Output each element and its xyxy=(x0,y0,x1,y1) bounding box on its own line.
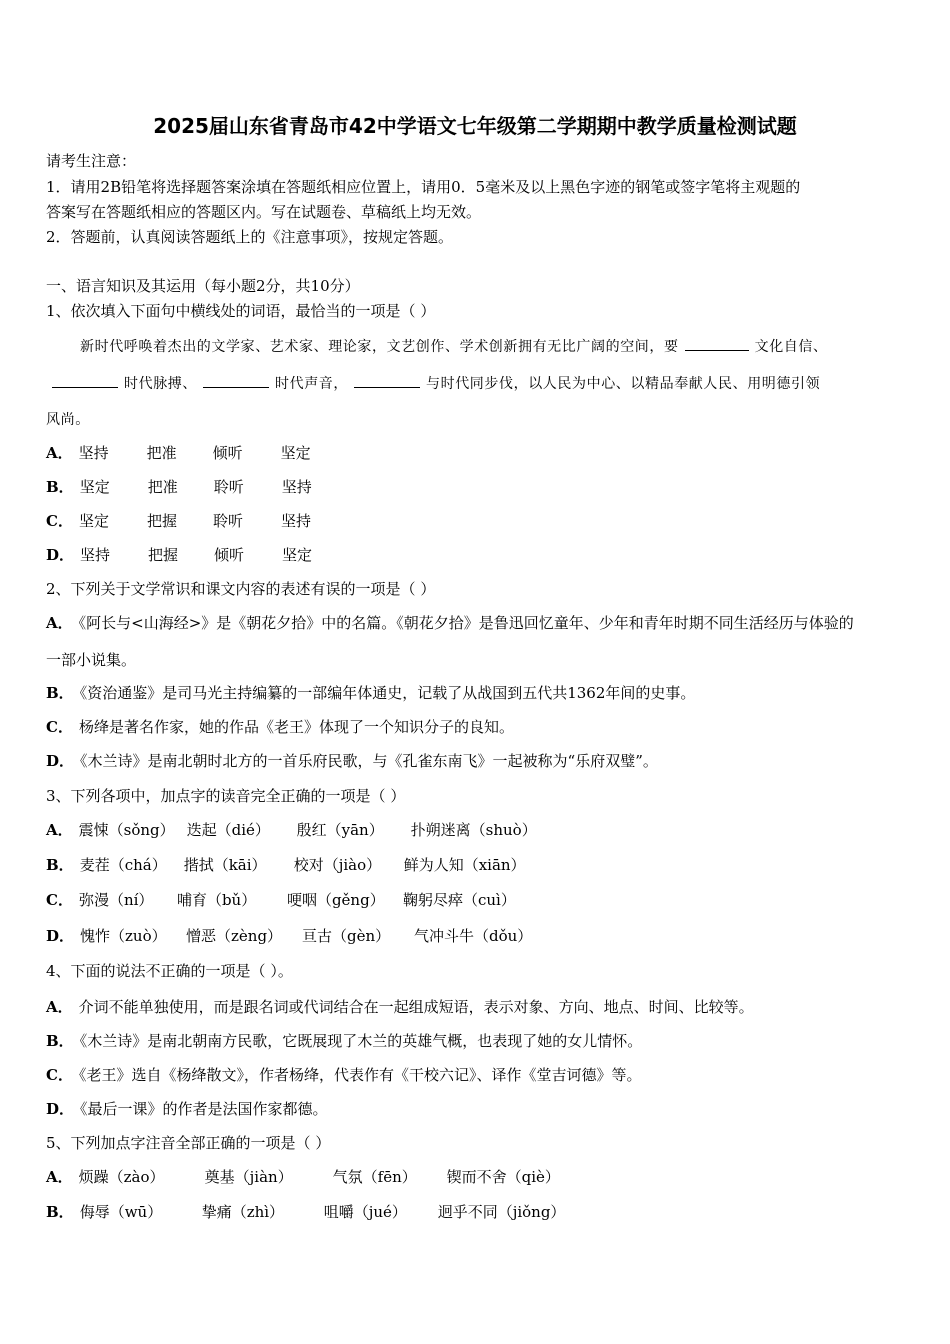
q3-option-c[interactable] xyxy=(46,890,516,910)
notice-line-1: 1．请用2B铅笔将选择题答案涂填在答题纸相应位置上，请用0．5毫米及以上黑色字迹的钢笔或签字笔将主观题的 xyxy=(46,178,801,196)
page-title: 2025届山东省青岛市42中学语文七年级第二学期期中教学质量检测试题 xyxy=(153,114,797,138)
q2-option-c[interactable] xyxy=(46,717,514,737)
section-heading: 一、语言知识及其运用（每小题2分，共10分） xyxy=(46,277,360,295)
q4-option-c[interactable] xyxy=(46,1065,641,1085)
option-word: 憎恶（zèng） xyxy=(186,927,283,945)
option-text: 《最后一课》的作者是法国作家都德。 xyxy=(80,1100,328,1118)
option-text: 杨绛是著名作家，她的作品《老王》体现了一个知识分子的良知。 xyxy=(78,718,514,736)
option-word: 烦躁（zào） xyxy=(78,1168,165,1186)
option-word: 扑朔迷离（shuò） xyxy=(410,821,537,839)
q4-option-a[interactable] xyxy=(46,997,754,1017)
q1-passage-text-2c: 与时代同步伐，以人民为中心、以精品奉献人民、用明德引领 xyxy=(426,376,821,392)
option-text: 《老王》选自《杨绛散文》，作者杨绛，代表作有《干校六记》、译作《堂吉诃德》等。 xyxy=(78,1066,642,1084)
option-word: 坚定 xyxy=(79,478,110,496)
option-word: 气冲斗牛（dǒu） xyxy=(414,927,533,945)
option-word: 坚持 xyxy=(78,444,109,462)
option-word: 揩拭（kāi） xyxy=(183,856,267,874)
option-word: 校对（jiào） xyxy=(293,856,382,874)
option-word: 哽咽（gěng） xyxy=(286,891,385,909)
option-label: A． xyxy=(46,444,73,462)
option-word: 迥乎不同（jiǒng） xyxy=(437,1203,566,1221)
blank-2 xyxy=(52,373,118,388)
q3-option-d[interactable] xyxy=(46,926,532,946)
option-text: 《阿长与<山海经>》是《朝花夕拾》中的名篇。《朝花夕拾》是鲁迅回忆童年、少年和青年时期不同生活经历与体验的 xyxy=(78,614,854,632)
option-word: 把准 xyxy=(147,478,178,496)
option-label: D． xyxy=(46,546,75,564)
q4-option-b[interactable] xyxy=(46,1031,642,1051)
q1-option-c[interactable] xyxy=(46,511,311,531)
option-text: 《木兰诗》是南北朝时北方的一首乐府民歌，与《孔雀东南飞》一起被称为“乐府双璧”。 xyxy=(80,752,658,770)
option-text: 《资治通鉴》是司马光主持编纂的一部编年体通史，记载了从战国到五代共1362年间的史事。 xyxy=(79,684,696,702)
blank-4 xyxy=(354,373,420,388)
option-word: 坚持 xyxy=(281,478,312,496)
q1-option-a[interactable] xyxy=(46,443,311,463)
option-word: 气氛（fēn） xyxy=(332,1168,417,1186)
option-word: 坚定 xyxy=(282,546,313,564)
option-label: D． xyxy=(46,752,75,770)
option-word: 倾听 xyxy=(214,546,245,564)
option-word: 侮辱（wū） xyxy=(79,1203,163,1221)
option-word: 坚持 xyxy=(280,512,311,530)
option-word: 鲜为人知（xiān） xyxy=(403,856,526,874)
blank-3 xyxy=(203,373,269,388)
q1-stem: 1、依次填入下面句中横线处的词语，最恰当的一项是（ ） xyxy=(46,302,436,320)
option-word: 锲而不舍（qiè） xyxy=(446,1168,560,1186)
q1-passage-text-2a: 时代脉搏、 xyxy=(124,376,197,392)
option-word: 聆听 xyxy=(212,512,243,530)
option-label: D． xyxy=(46,1100,75,1118)
q3-option-b[interactable] xyxy=(46,855,526,875)
option-label: B． xyxy=(46,1203,74,1221)
q2-option-b[interactable] xyxy=(46,683,695,703)
q2-option-d[interactable] xyxy=(46,751,658,771)
option-text: 介词不能单独使用，而是跟名词或代词结合在一起组成短语，表示对象、方向、地点、时间、比较等。 xyxy=(78,998,754,1016)
q3-stem: 3、下列各项中，加点字的读音完全正确的一项是（ ） xyxy=(46,787,406,805)
q1-passage-text-1-end: 文化自信、 xyxy=(754,339,828,355)
q2-stem: 2、下列关于文学常识和课文内容的表述有误的一项是（ ） xyxy=(46,580,436,598)
q1-option-d[interactable] xyxy=(46,545,312,565)
option-label: A． xyxy=(46,1168,73,1186)
option-word: 咀嚼（jué） xyxy=(323,1203,407,1221)
option-word: 坚定 xyxy=(280,444,311,462)
option-word: 殷红（yān） xyxy=(296,821,384,839)
option-label: A． xyxy=(46,821,73,839)
option-label: B． xyxy=(46,856,74,874)
option-word: 挚痛（zhì） xyxy=(201,1203,285,1221)
option-word: 把握 xyxy=(148,546,179,564)
option-label: C． xyxy=(46,512,73,530)
option-word: 弥漫（ní） xyxy=(78,891,154,909)
option-label: C． xyxy=(46,891,73,909)
notice-line-1b: 答案写在答题纸相应的答题区内。写在试题卷、草稿纸上均无效。 xyxy=(46,203,482,221)
option-label: C． xyxy=(46,1066,73,1084)
q2-option-a-cont: 一部小说集。 xyxy=(46,651,137,669)
q5-option-b[interactable] xyxy=(46,1202,565,1222)
q5-option-a[interactable] xyxy=(46,1167,560,1187)
option-word: 坚持 xyxy=(80,546,111,564)
option-word: 倾听 xyxy=(212,444,243,462)
option-word: 坚定 xyxy=(78,512,109,530)
option-word: 奠基（jiàn） xyxy=(204,1168,293,1186)
option-word: 聆听 xyxy=(213,478,244,496)
q4-option-d[interactable] xyxy=(46,1099,328,1119)
q1-passage-text-1: 新时代呼唤着杰出的文学家、艺术家、理论家，文艺创作、学术创新拥有无比广阔的空间，要 xyxy=(80,339,679,355)
q2-option-a[interactable] xyxy=(46,613,854,633)
option-word: 鞠躬尽瘁（cuì） xyxy=(402,891,516,909)
q1-option-b[interactable] xyxy=(46,477,312,497)
option-text: 《木兰诗》是南北朝南方民歌，它既展现了木兰的英雄气概，也表现了她的女儿情怀。 xyxy=(79,1032,643,1050)
q1-passage-line-2 xyxy=(46,373,820,394)
q3-option-a[interactable] xyxy=(46,820,537,840)
q4-stem: 4、下面的说法不正确的一项是（ ）。 xyxy=(46,962,293,980)
option-label: B． xyxy=(46,1032,74,1050)
blank-1 xyxy=(685,336,749,351)
option-label: B． xyxy=(46,684,74,702)
option-word: 迭起（dié） xyxy=(186,821,270,839)
option-label: C． xyxy=(46,718,73,736)
option-word: 把准 xyxy=(146,444,177,462)
option-word: 哺育（bǔ） xyxy=(176,891,257,909)
q1-passage-line-1 xyxy=(80,336,828,357)
option-label: A． xyxy=(46,614,73,632)
option-word: 把握 xyxy=(146,512,177,530)
option-word: 麦茬（chá） xyxy=(79,856,167,874)
notice-heading: 请考生注意： xyxy=(46,152,137,170)
q1-passage-text-2b: 时代声音， xyxy=(275,376,348,392)
q5-stem: 5、下列加点字注音全部正确的一项是（ ） xyxy=(46,1134,331,1152)
notice-line-2: 2．答题前，认真阅读答题纸上的《注意事项》，按规定答题。 xyxy=(46,228,454,246)
option-label: D． xyxy=(46,927,75,945)
option-label: A． xyxy=(46,998,73,1016)
option-word: 震悚（sǒng） xyxy=(78,821,175,839)
option-word: 亘古（gèn） xyxy=(302,927,391,945)
option-word: 愧怍（zuò） xyxy=(80,927,167,945)
q1-passage-line-3: 风尚。 xyxy=(46,412,90,428)
option-label: B． xyxy=(46,478,74,496)
